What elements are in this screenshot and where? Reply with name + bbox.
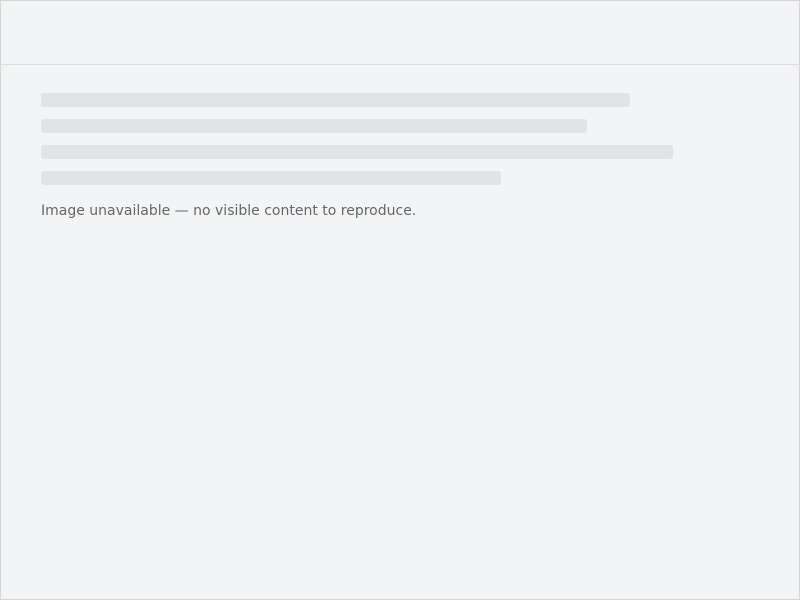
unavailable-note: Image unavailable — no visible content to reproduce. (41, 203, 417, 219)
text-line-placeholder (41, 119, 587, 133)
text-line-placeholder (41, 93, 630, 107)
text-line-placeholder (41, 171, 501, 185)
page-content (1, 65, 799, 247)
text-line-placeholder (41, 145, 673, 159)
page-header (1, 1, 799, 65)
